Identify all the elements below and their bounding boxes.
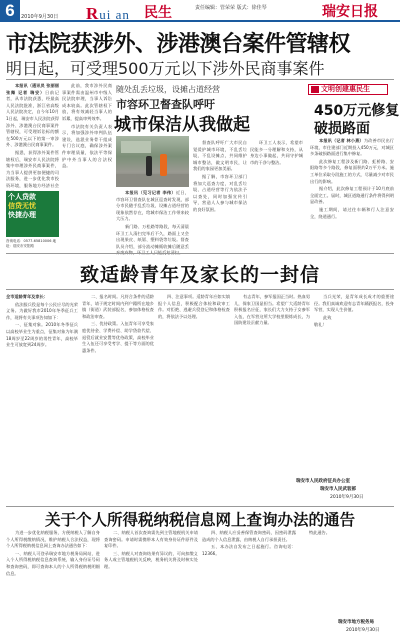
section-name-en-rest: ui an bbox=[99, 7, 130, 22]
letter-paragraph: 二、报名时间。凡符合条件的适龄青年，请于规定时间内到户籍所在地乡镇（街道）武装部报名，参加体格检查和政治审查。 bbox=[82, 294, 154, 319]
lead-headline: 市法院获涉外、涉港澳台案件管辖权 bbox=[6, 32, 351, 57]
mid-kicker: 随处乱丢垃圾，设摊占道经营 bbox=[116, 85, 220, 94]
page-date: 2010年9月30日 bbox=[21, 14, 59, 20]
notice-title: 关于个人所得税纳税信息网上查询办法的通告 bbox=[44, 511, 355, 529]
notice-paragraph: 为进一步优化纳税服务，方便纳税人了解自身个人所得税缴纳情况，维护纳税人合法权益，现将个人所得税纳税信息网上查询办法通告如下： bbox=[6, 530, 100, 549]
newspaper-name: 瑞安日报 bbox=[322, 4, 378, 20]
section-name-en bbox=[86, 4, 130, 24]
letter-column-2 bbox=[82, 294, 154, 502]
ad-line-3: 快捷办理 bbox=[8, 211, 36, 219]
lead-subheadline: 明日起，可受理500万元以下涉外民商事案件 bbox=[6, 59, 325, 78]
letter-salutation: 全市适龄青年及家长： bbox=[6, 294, 48, 299]
letter-closing: 敬礼！ bbox=[314, 322, 327, 328]
notice-paragraph: 二、纳税人首次查询需先到主管地税机关申请查询密码。申请时需携带本人有效身份证件原件及复印件。 bbox=[104, 530, 198, 549]
notice-paragraph: 三、纳税人对查询结果有异议的，可向扣缴义务人或主管地税机关反映，税务机关将及时核实处理。 bbox=[104, 550, 198, 569]
notice-paragraph: 一、纳税人可登录瑞安市地方税务局网站，进入个人所得税纳税信息查询系统，输入身份证号码和查询密码，即可查询本人的个人所得税纳税明细信息。 bbox=[6, 550, 100, 576]
right-paragraph: 施工期间，请过往车辆和行人注意安全，绕道通行。 bbox=[310, 206, 394, 219]
letter-paragraph: 有志青年，参军报国正当时。热血男儿，保家卫国显担当。希望广大适龄青年积极报名应征，家长们大力支持子女参军入伍，在军营这所大学校里锻炼成长，为国防建设贡献力量。 bbox=[234, 294, 311, 326]
mid-subtitle: 市容环卫督查队呼吁 bbox=[116, 98, 215, 111]
divider bbox=[6, 289, 394, 290]
page-number: 6 bbox=[0, 0, 20, 22]
letter-date: 2010年9月30日 bbox=[330, 495, 364, 500]
lead-story-column-1 bbox=[6, 83, 59, 189]
letter-column-3 bbox=[158, 294, 230, 502]
kicker-flag-icon bbox=[311, 86, 319, 93]
notice-column-3 bbox=[202, 530, 296, 638]
letter-signature-2: 瑞安市人民武装部 bbox=[320, 487, 356, 492]
street-photo bbox=[116, 136, 189, 187]
letter-column-1 bbox=[6, 294, 78, 502]
lead-story-column-2 bbox=[62, 83, 112, 249]
notice-column-1 bbox=[6, 530, 100, 638]
letter-paragraph: 三、优待政策。入伍青年可享受家庭优待金、学费补偿、助学贷款代偿、退役后就业安置等优待政策，高校毕业生入伍还可享受考学、提干等方面的优惠条件。 bbox=[82, 321, 154, 353]
letter-column-4 bbox=[234, 294, 310, 502]
mid-byline: 本报讯（见习记者 李伟） bbox=[125, 190, 176, 195]
right-paragraph: 为改善市民出行环境，市住建部门近期投入450万元，对城区多条破损路面进行集中修复。 bbox=[310, 138, 394, 157]
photo-building bbox=[121, 141, 151, 153]
ad-line-2: 信贷无忧 bbox=[8, 202, 36, 210]
notice-signature: 瑞安市地方税务局 bbox=[338, 620, 374, 625]
photo-pedestrian bbox=[146, 156, 152, 176]
loan-advertisement[interactable] bbox=[6, 191, 59, 237]
notice-paragraph: 四、纳税人应妥善保管查询密码，因密码泄露造成的个人信息泄露，由纳税人自行承担责任。 bbox=[202, 530, 296, 542]
section-name-en-lead: R bbox=[86, 4, 100, 23]
section-name-cn: 民生 bbox=[144, 5, 172, 21]
letter-paragraph: 依法服兵役是每个公民应尽的光荣义务。为做好我市2010年冬季征兵工作，现将有关事项告知如下： bbox=[6, 301, 78, 320]
right-kicker bbox=[308, 84, 388, 95]
letter-signature-1: 瑞安市人民政府征兵办公室 bbox=[296, 479, 350, 484]
photo-road bbox=[116, 174, 189, 187]
letter-column-5 bbox=[314, 294, 394, 474]
photo-sanitation-worker bbox=[160, 154, 167, 176]
ad-footer: 咨询电话：0577-65810006 地址：瑞安市安阳路 bbox=[6, 239, 57, 248]
notice-date: 2010年9月30日 bbox=[346, 628, 380, 633]
right-headline-1: 450万元修复 bbox=[314, 103, 400, 119]
mid-paragraph: 环卫工人表示，希望市民能多一分理解和支持，从身边小事做起，共同守护城市的干净与整洁。 bbox=[250, 140, 303, 165]
divider bbox=[6, 506, 394, 507]
mid-story-column-2 bbox=[193, 140, 247, 250]
right-headline-2: 破损路面 bbox=[314, 121, 370, 137]
mid-paragraph: 据了解，市容环卫部门将加大巡查力度，对乱丢垃圾、占道经营等行为依法予以查处，同时加强宣传引导，营造人人参与城市保洁的良好氛围。 bbox=[193, 173, 247, 212]
right-paragraph: 据介绍，此次修复工程预计于10月底前全面完工。届时，城区道路通行条件将得到明显改善。 bbox=[310, 186, 394, 205]
right-byline: 本报讯（记者 林小燕） bbox=[319, 138, 364, 143]
lead-paragraph: 此前，我市涉外民商事案件需由温州市中级人民法院审理，当事人诉讼成本较高。此次管辖权下放，将有效减轻当事人的诉累，提高审判效率。 bbox=[62, 83, 112, 121]
lead-paragraph: 市法院有关负责人表示，将加强涉外审判队伍建设，选派业务骨干组成专门合议庭，确保涉外案件审理质量，依法平等保护中外当事人的合法权益。 bbox=[62, 123, 112, 169]
notice-paragraph: 特此通告。 bbox=[309, 530, 330, 535]
ad-line-1: 个人贷款 bbox=[8, 193, 36, 201]
letter-closing: 此致 bbox=[323, 314, 332, 320]
right-story-column bbox=[310, 138, 394, 250]
mid-story-column-3 bbox=[250, 140, 303, 250]
letter-paragraph: 当兵光荣，是青年成长成才的重要途径。我们真诚欢迎有志青年踊跃报名，投身军营，实现人生价值。 bbox=[314, 294, 394, 313]
right-paragraph: 此次修复工程涉及新门路、虹桥路、安阳路等多个路段，修复面积约2万平方米。施工单位采取分段施工的方式，尽量减少对市民出行的影响。 bbox=[310, 158, 394, 184]
mid-paragraph: 新门路、万松路等路段，每天清晨环卫工人清扫完毕后不久，路面上又会出现果皮、纸屑、塑料袋等垃圾。督查队员介绍，部分流动摊贩收摊后随意丢 bbox=[116, 223, 189, 249]
notice-column-4 bbox=[300, 530, 394, 616]
lead-paragraph: 日前记者，从市法院获悉，经最高人民法院批准，浙江省高级人民法院决定，自今年10月1日起，瑞安市人民法院获得涉外、涉港澳台民商事案件管辖权，可受理诉讼标的额在500万元以下的第一审涉外、涉港澳台民商事案件。 bbox=[6, 89, 59, 148]
right-kicker-label: 文明创建惠民生 bbox=[321, 85, 370, 93]
divider bbox=[6, 253, 394, 254]
letter-title: 致适龄青年及家长的一封信 bbox=[79, 264, 320, 286]
lead-byline: 本报讯（通讯员 张丽丽 张舞 记者 瑞安） bbox=[6, 83, 59, 95]
notice-column-2 bbox=[104, 530, 198, 638]
editors-line: 责任编辑：管荣荣 版式：徐佳琴 bbox=[195, 5, 267, 11]
mid-paragraph: 督查队呼吁广大市民自觉爱护城市环境，不乱丢垃圾，不乱设摊点，共同维护城市整洁，做文明市民，让我们的家园更加美丽。 bbox=[193, 140, 247, 172]
letter-paragraph: 四、注意事项。适龄青年应如实填报个人信息，积极配合体检和政审工作。对拒绝、逃避兵役登记和体格检查的，将依法予以处理。 bbox=[158, 294, 230, 319]
divider bbox=[6, 79, 394, 80]
letter-paragraph: 一、征集对象。2010年冬季征兵以高校毕业生为重点，征集对象为年满18周岁至22周岁的男性青年，高校毕业生可放宽到24周岁。 bbox=[6, 322, 78, 348]
mid-paragraph: 近日，市容环卫督查队在城区巡查时发现，部分市民随手乱丢垃圾、设摊占道经营的现象依然存在，给城市保洁工作带来较大压力。 bbox=[116, 190, 189, 222]
mid-story-column-1 bbox=[116, 190, 189, 250]
notice-paragraph: 五、本办法自发布之日起施行。咨询电话：12366。 bbox=[202, 544, 296, 556]
mid-headline: 城市保洁从我做起 bbox=[114, 115, 250, 135]
lead-paragraph: 据悉，获得涉外案件管辖权后，瑞安市人民法院将集中审理涉外民商事案件，为当事人提供更加便捷的司法服务，进一步优化我市投资环境，服务地方经济社会 bbox=[6, 149, 59, 188]
